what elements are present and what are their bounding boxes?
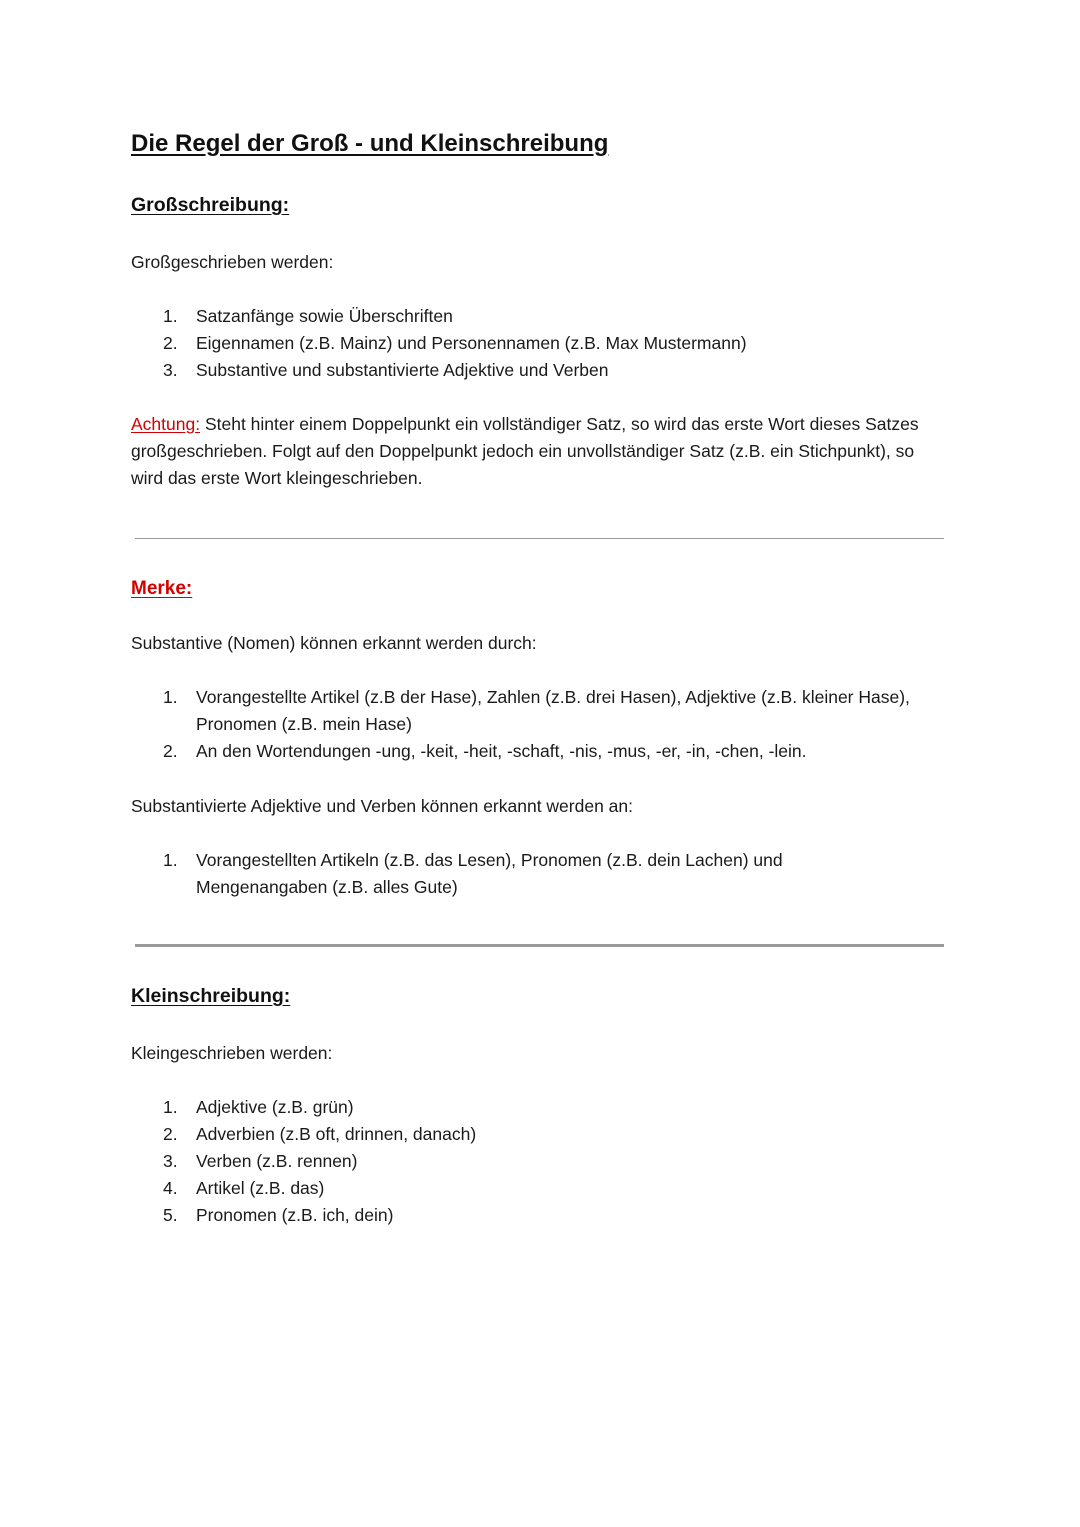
grossschreibung-list (131, 303, 956, 384)
merke-intro-substantive: Substantive (Nomen) können erkannt werden durch: (131, 633, 537, 653)
page-title: Die Regel der Groß - und Kleinschreibung (131, 130, 609, 157)
section-heading-merke: Merke: (131, 578, 193, 599)
list-item-text: Satzanfänge sowie Überschriften (196, 306, 453, 326)
list-item-text: An den Wortendungen -ung, -keit, -heit, -schaft, -nis, -mus, -er, -in, -chen, -lein. (196, 741, 807, 761)
list-item (131, 847, 896, 901)
list-item-text: Substantive und substantivierte Adjektive und Verben (196, 360, 609, 380)
list-item-text: Verben (z.B. rennen) (196, 1151, 358, 1171)
list-item-text: Vorangestellten Artikeln (z.B. das Lesen), Pronomen (z.B. dein Lachen) und Mengenangaben (z.B. alles Gute) (196, 850, 783, 897)
list-number: 2. (163, 333, 178, 353)
achtung-text: Steht hinter einem Doppelpunkt ein vollständiger Satz, so wird das erste Wort dieses Satzes großgeschrieben. Folgt auf den Doppelpunkt jedoch ein unvollständiger Satz (z.B. ein Stichpunkt), so wird das erste Wort kleingeschrieben. (131, 414, 919, 488)
list-number: 3. (163, 1151, 178, 1171)
merke-list-substantive (131, 684, 956, 765)
divider (135, 538, 944, 539)
list-item-text: Pronomen (z.B. ich, dein) (196, 1205, 394, 1225)
list-number: 1. (163, 687, 178, 707)
list-number: 4. (163, 1178, 178, 1198)
list-item (131, 1202, 956, 1229)
list-item-text: Eigennamen (z.B. Mainz) und Personennamen (z.B. Max Mustermann) (196, 333, 747, 353)
list-item (131, 1094, 956, 1121)
list-item-text: Artikel (z.B. das) (196, 1178, 325, 1198)
list-number: 2. (163, 741, 178, 761)
list-number: 1. (163, 306, 178, 326)
list-number: 5. (163, 1205, 178, 1225)
list-item (131, 330, 956, 357)
section-heading-grossschreibung: Großschreibung: (131, 194, 290, 216)
section-heading-kleinschreibung: Kleinschreibung: (131, 985, 291, 1007)
list-item (131, 303, 956, 330)
list-item (131, 1121, 956, 1148)
achtung-note (131, 411, 951, 492)
list-item (131, 1148, 956, 1175)
grossschreibung-intro: Großgeschrieben werden: (131, 252, 334, 272)
list-item (131, 357, 956, 384)
divider (135, 944, 944, 947)
achtung-label: Achtung: (131, 414, 201, 434)
list-item-text: Adverbien (z.B oft, drinnen, danach) (196, 1124, 477, 1144)
list-item (131, 738, 956, 765)
merke-list-substantivierte (131, 847, 896, 901)
merke-intro-substantivierte: Substantivierte Adjektive und Verben können erkannt werden an: (131, 796, 634, 816)
kleinschreibung-list (131, 1094, 956, 1229)
list-number: 1. (163, 850, 178, 870)
list-item (131, 1175, 956, 1202)
list-item-text: Adjektive (z.B. grün) (196, 1097, 354, 1117)
list-item (131, 684, 956, 738)
list-number: 2. (163, 1124, 178, 1144)
list-number: 1. (163, 1097, 178, 1117)
list-item-text: Vorangestellte Artikel (z.B der Hase), Zahlen (z.B. drei Hasen), Adjektive (z.B. kleiner Hase), Pronomen (z.B. mein Hase) (196, 687, 910, 734)
kleinschreibung-intro: Kleingeschrieben werden: (131, 1043, 333, 1063)
list-number: 3. (163, 360, 178, 380)
